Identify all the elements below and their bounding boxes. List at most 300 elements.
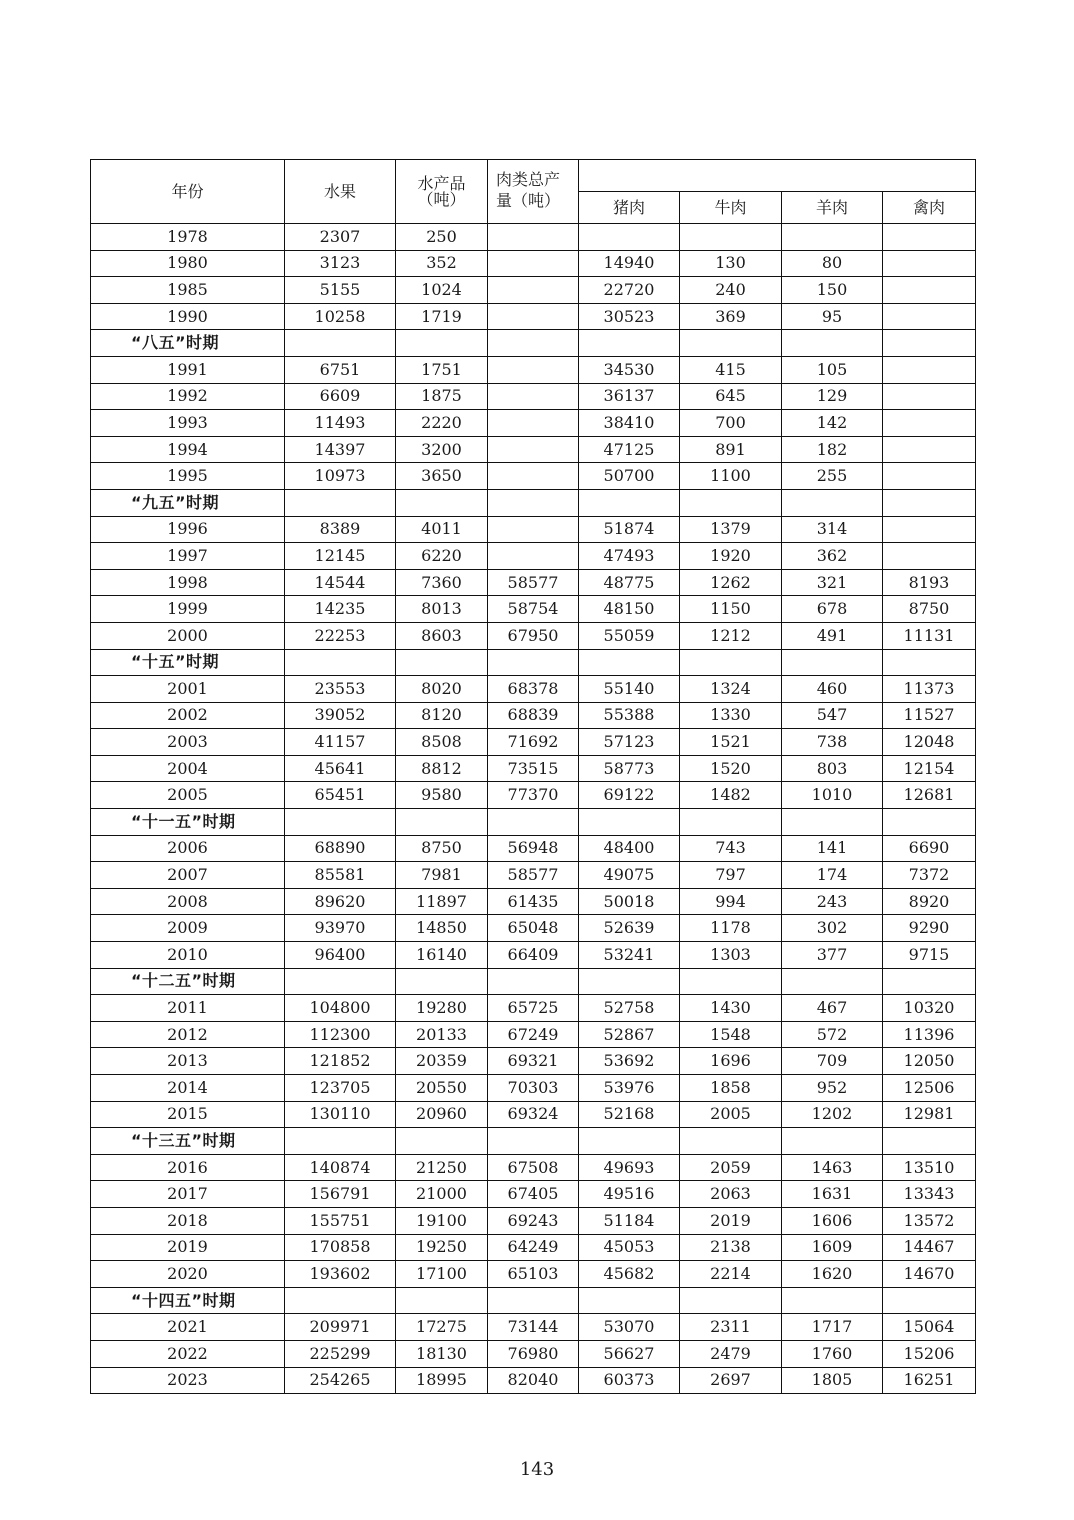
cell-beef: 2019 (680, 1207, 782, 1234)
cell-year: 1993 (91, 410, 285, 437)
cell-fruit (285, 1287, 396, 1314)
cell-fruit: 93970 (285, 915, 396, 942)
cell-aquatic (396, 649, 488, 676)
cell-poultry: 13343 (883, 1181, 976, 1208)
cell-beef: 1920 (680, 543, 782, 570)
cell-aquatic: 19250 (396, 1234, 488, 1261)
cell-aquatic (396, 1287, 488, 1314)
table-row (91, 888, 976, 915)
cell-aquatic: 352 (396, 250, 488, 277)
cell-mutton: 1010 (782, 782, 883, 809)
cell-aquatic: 8750 (396, 835, 488, 862)
cell-meat-total (488, 809, 579, 836)
cell-fruit: 193602 (285, 1261, 396, 1288)
cell-beef: 645 (680, 383, 782, 410)
cell-meat-total (488, 410, 579, 437)
cell-mutton: 547 (782, 702, 883, 729)
cell-fruit (285, 489, 396, 516)
cell-beef: 1520 (680, 755, 782, 782)
cell-fruit: 156791 (285, 1181, 396, 1208)
cell-meat-total (488, 489, 579, 516)
cell-fruit: 11493 (285, 410, 396, 437)
cell-meat-total: 69321 (488, 1048, 579, 1075)
cell-meat-total: 73144 (488, 1314, 579, 1341)
cell-pork: 50018 (579, 888, 680, 915)
header-year: 年份 (91, 160, 285, 224)
cell-pork: 47125 (579, 436, 680, 463)
cell-meat-total (488, 463, 579, 490)
period-label: “九五”时期 (91, 489, 285, 516)
cell-fruit: 45641 (285, 755, 396, 782)
table-row (91, 1101, 976, 1128)
table-row (91, 1181, 976, 1208)
cell-poultry: 12048 (883, 729, 976, 756)
period-label: “十五”时期 (91, 649, 285, 676)
table-row (91, 383, 976, 410)
cell-poultry: 8193 (883, 569, 976, 596)
cell-meat-total (488, 1287, 579, 1314)
cell-fruit (285, 809, 396, 836)
cell-aquatic: 11897 (396, 888, 488, 915)
table-row (91, 702, 976, 729)
table-row (91, 250, 976, 277)
cell-beef: 2697 (680, 1367, 782, 1394)
cell-year: 2021 (91, 1314, 285, 1341)
cell-fruit: 22253 (285, 622, 396, 649)
cell-poultry (883, 410, 976, 437)
table-body (91, 224, 976, 1394)
cell-mutton: 174 (782, 862, 883, 889)
cell-beef: 1100 (680, 463, 782, 490)
cell-mutton: 1606 (782, 1207, 883, 1234)
cell-pork: 55140 (579, 676, 680, 703)
cell-year: 2016 (91, 1154, 285, 1181)
header-aquatic-unit: （吨） (417, 189, 466, 209)
cell-beef: 891 (680, 436, 782, 463)
cell-fruit: 155751 (285, 1207, 396, 1234)
cell-aquatic: 17275 (396, 1314, 488, 1341)
cell-beef: 1324 (680, 676, 782, 703)
cell-fruit: 89620 (285, 888, 396, 915)
cell-beef: 1430 (680, 995, 782, 1022)
cell-aquatic: 20359 (396, 1048, 488, 1075)
cell-pork: 34530 (579, 356, 680, 383)
cell-beef: 1379 (680, 516, 782, 543)
cell-year: 1997 (91, 543, 285, 570)
cell-fruit: 41157 (285, 729, 396, 756)
cell-year: 2019 (91, 1234, 285, 1261)
cell-fruit (285, 968, 396, 995)
cell-pork (579, 809, 680, 836)
cell-year: 2001 (91, 676, 285, 703)
cell-poultry (883, 383, 976, 410)
header-fruit: 水果 (285, 160, 396, 224)
table-row (91, 729, 976, 756)
cell-pork: 56627 (579, 1340, 680, 1367)
cell-mutton: 1631 (782, 1181, 883, 1208)
cell-meat-total: 64249 (488, 1234, 579, 1261)
cell-mutton (782, 1287, 883, 1314)
cell-pork: 53692 (579, 1048, 680, 1075)
header-aquatic-label: 水产品 (417, 173, 466, 193)
cell-meat-total: 67950 (488, 622, 579, 649)
cell-year: 1980 (91, 250, 285, 277)
cell-fruit: 225299 (285, 1340, 396, 1367)
cell-mutton (782, 649, 883, 676)
cell-fruit: 104800 (285, 995, 396, 1022)
cell-fruit: 14235 (285, 596, 396, 623)
cell-mutton: 467 (782, 995, 883, 1022)
cell-meat-total (488, 330, 579, 357)
table-row (91, 676, 976, 703)
cell-aquatic: 8508 (396, 729, 488, 756)
cell-beef: 2214 (680, 1261, 782, 1288)
cell-pork (579, 968, 680, 995)
cell-year: 2003 (91, 729, 285, 756)
cell-mutton: 314 (782, 516, 883, 543)
cell-fruit: 68890 (285, 835, 396, 862)
cell-poultry (883, 516, 976, 543)
cell-pork: 45053 (579, 1234, 680, 1261)
cell-aquatic: 19100 (396, 1207, 488, 1234)
cell-meat-total: 65103 (488, 1261, 579, 1288)
cell-meat-total (488, 649, 579, 676)
cell-poultry (883, 1128, 976, 1155)
cell-beef: 2138 (680, 1234, 782, 1261)
table-row (91, 995, 976, 1022)
cell-aquatic: 14850 (396, 915, 488, 942)
cell-beef: 2005 (680, 1101, 782, 1128)
cell-aquatic: 19280 (396, 995, 488, 1022)
period-row (91, 1287, 976, 1314)
table-row (91, 436, 976, 463)
cell-pork: 48150 (579, 596, 680, 623)
cell-poultry (883, 277, 976, 304)
cell-poultry: 8920 (883, 888, 976, 915)
cell-fruit: 254265 (285, 1367, 396, 1394)
cell-pork (579, 1128, 680, 1155)
cell-meat-total (488, 356, 579, 383)
cell-aquatic: 16140 (396, 942, 488, 969)
cell-meat-total: 70303 (488, 1075, 579, 1102)
table-row (91, 755, 976, 782)
cell-aquatic: 7360 (396, 569, 488, 596)
cell-poultry: 14670 (883, 1261, 976, 1288)
cell-pork: 51874 (579, 516, 680, 543)
cell-fruit: 23553 (285, 676, 396, 703)
table-row (91, 224, 976, 251)
cell-beef: 1548 (680, 1021, 782, 1048)
cell-meat-total (488, 303, 579, 330)
cell-year: 1994 (91, 436, 285, 463)
cell-fruit (285, 1128, 396, 1155)
cell-meat-total (488, 250, 579, 277)
cell-meat-total: 77370 (488, 782, 579, 809)
cell-pork (579, 330, 680, 357)
cell-pork: 69122 (579, 782, 680, 809)
cell-poultry (883, 356, 976, 383)
cell-pork: 50700 (579, 463, 680, 490)
cell-mutton: 803 (782, 755, 883, 782)
cell-mutton: 182 (782, 436, 883, 463)
cell-meat-total: 67249 (488, 1021, 579, 1048)
cell-pork (579, 489, 680, 516)
cell-aquatic: 21250 (396, 1154, 488, 1181)
cell-year: 1999 (91, 596, 285, 623)
cell-meat-total: 58577 (488, 569, 579, 596)
cell-meat-total: 66409 (488, 942, 579, 969)
cell-pork: 49693 (579, 1154, 680, 1181)
cell-year: 2009 (91, 915, 285, 942)
cell-aquatic (396, 809, 488, 836)
cell-poultry (883, 303, 976, 330)
period-row (91, 330, 976, 357)
cell-poultry (883, 543, 976, 570)
table-row (91, 1314, 976, 1341)
cell-pork: 53070 (579, 1314, 680, 1341)
cell-meat-total (488, 1128, 579, 1155)
cell-aquatic: 1875 (396, 383, 488, 410)
cell-poultry: 11373 (883, 676, 976, 703)
cell-poultry: 12050 (883, 1048, 976, 1075)
cell-year: 2006 (91, 835, 285, 862)
cell-beef (680, 489, 782, 516)
cell-mutton: 302 (782, 915, 883, 942)
cell-mutton: 952 (782, 1075, 883, 1102)
cell-beef: 1858 (680, 1075, 782, 1102)
header-pork: 猪肉 (579, 192, 680, 224)
cell-year: 1992 (91, 383, 285, 410)
cell-year: 2007 (91, 862, 285, 889)
period-label: “十四五”时期 (91, 1287, 285, 1314)
cell-poultry: 8750 (883, 596, 976, 623)
cell-mutton (782, 968, 883, 995)
table-row (91, 862, 976, 889)
cell-beef (680, 968, 782, 995)
cell-fruit: 130110 (285, 1101, 396, 1128)
header-meat-total-label: 肉类总产 (496, 170, 561, 189)
cell-mutton: 141 (782, 835, 883, 862)
cell-pork: 47493 (579, 543, 680, 570)
cell-poultry (883, 809, 976, 836)
cell-pork: 14940 (579, 250, 680, 277)
period-row (91, 968, 976, 995)
cell-mutton: 255 (782, 463, 883, 490)
cell-beef: 415 (680, 356, 782, 383)
cell-poultry (883, 649, 976, 676)
cell-year: 2004 (91, 755, 285, 782)
table-row (91, 1234, 976, 1261)
header-aquatic (396, 160, 488, 224)
table-row (91, 622, 976, 649)
cell-pork (579, 224, 680, 251)
cell-year: 2023 (91, 1367, 285, 1394)
cell-aquatic: 1751 (396, 356, 488, 383)
cell-pork: 55388 (579, 702, 680, 729)
cell-beef: 1330 (680, 702, 782, 729)
cell-meat-total: 68378 (488, 676, 579, 703)
cell-poultry: 16251 (883, 1367, 976, 1394)
table-row (91, 516, 976, 543)
table-row (91, 782, 976, 809)
cell-meat-total (488, 516, 579, 543)
cell-aquatic: 17100 (396, 1261, 488, 1288)
table-row (91, 303, 976, 330)
cell-poultry (883, 1287, 976, 1314)
cell-poultry: 13510 (883, 1154, 976, 1181)
cell-pork: 49075 (579, 862, 680, 889)
page-number: 143 (519, 1459, 555, 1480)
cell-meat-total: 69243 (488, 1207, 579, 1234)
cell-pork: 57123 (579, 729, 680, 756)
cell-aquatic: 1024 (396, 277, 488, 304)
cell-poultry (883, 250, 976, 277)
cell-fruit: 170858 (285, 1234, 396, 1261)
cell-aquatic: 8013 (396, 596, 488, 623)
cell-fruit: 12145 (285, 543, 396, 570)
cell-year: 1990 (91, 303, 285, 330)
cell-mutton: 150 (782, 277, 883, 304)
cell-year: 2002 (91, 702, 285, 729)
cell-poultry (883, 436, 976, 463)
cell-poultry: 11396 (883, 1021, 976, 1048)
cell-poultry: 12506 (883, 1075, 976, 1102)
cell-poultry: 12681 (883, 782, 976, 809)
cell-meat-total: 65725 (488, 995, 579, 1022)
cell-pork: 52639 (579, 915, 680, 942)
cell-beef: 2311 (680, 1314, 782, 1341)
cell-year: 1978 (91, 224, 285, 251)
period-label: “八五”时期 (91, 330, 285, 357)
table-row (91, 1154, 976, 1181)
cell-mutton: 1463 (782, 1154, 883, 1181)
cell-year: 2014 (91, 1075, 285, 1102)
cell-aquatic: 3200 (396, 436, 488, 463)
cell-meat-total: 73515 (488, 755, 579, 782)
cell-meat-total: 56948 (488, 835, 579, 862)
cell-year: 2010 (91, 942, 285, 969)
cell-beef: 743 (680, 835, 782, 862)
cell-poultry: 9290 (883, 915, 976, 942)
cell-mutton: 321 (782, 569, 883, 596)
cell-meat-total (488, 383, 579, 410)
cell-aquatic: 20133 (396, 1021, 488, 1048)
table-row (91, 569, 976, 596)
cell-poultry: 12981 (883, 1101, 976, 1128)
cell-year: 2000 (91, 622, 285, 649)
cell-poultry: 15064 (883, 1314, 976, 1341)
cell-pork: 38410 (579, 410, 680, 437)
cell-mutton: 1717 (782, 1314, 883, 1341)
cell-meat-total (488, 436, 579, 463)
cell-year: 1995 (91, 463, 285, 490)
table-row (91, 410, 976, 437)
cell-mutton: 738 (782, 729, 883, 756)
cell-poultry (883, 330, 976, 357)
table-row (91, 1075, 976, 1102)
header-meat-group (579, 160, 976, 192)
table-row (91, 1207, 976, 1234)
cell-meat-total: 69324 (488, 1101, 579, 1128)
cell-pork: 45682 (579, 1261, 680, 1288)
cell-mutton: 1805 (782, 1367, 883, 1394)
cell-aquatic: 8020 (396, 676, 488, 703)
cell-pork: 53241 (579, 942, 680, 969)
cell-mutton: 709 (782, 1048, 883, 1075)
cell-year: 2018 (91, 1207, 285, 1234)
cell-fruit: 85581 (285, 862, 396, 889)
cell-aquatic: 9580 (396, 782, 488, 809)
cell-aquatic: 250 (396, 224, 488, 251)
cell-meat-total: 68839 (488, 702, 579, 729)
cell-beef: 1262 (680, 569, 782, 596)
table-row (91, 596, 976, 623)
cell-poultry: 11527 (883, 702, 976, 729)
table-row (91, 277, 976, 304)
cell-aquatic: 1719 (396, 303, 488, 330)
cell-beef (680, 1287, 782, 1314)
cell-pork: 52168 (579, 1101, 680, 1128)
cell-aquatic: 8603 (396, 622, 488, 649)
cell-meat-total: 58577 (488, 862, 579, 889)
cell-beef: 1150 (680, 596, 782, 623)
cell-aquatic: 4011 (396, 516, 488, 543)
table-row (91, 356, 976, 383)
cell-year: 2011 (91, 995, 285, 1022)
cell-mutton: 678 (782, 596, 883, 623)
cell-beef: 1482 (680, 782, 782, 809)
cell-mutton: 362 (782, 543, 883, 570)
cell-mutton: 129 (782, 383, 883, 410)
cell-beef: 1178 (680, 915, 782, 942)
cell-fruit: 123705 (285, 1075, 396, 1102)
cell-meat-total: 71692 (488, 729, 579, 756)
cell-mutton: 1202 (782, 1101, 883, 1128)
cell-year: 1998 (91, 569, 285, 596)
period-row (91, 489, 976, 516)
cell-aquatic: 18995 (396, 1367, 488, 1394)
cell-fruit: 96400 (285, 942, 396, 969)
cell-beef: 994 (680, 888, 782, 915)
period-row (91, 1128, 976, 1155)
header-meat-total-unit: 量（吨） (496, 190, 561, 210)
table-row (91, 942, 976, 969)
table-row (91, 1367, 976, 1394)
cell-meat-total: 65048 (488, 915, 579, 942)
cell-pork: 51184 (579, 1207, 680, 1234)
cell-year: 2008 (91, 888, 285, 915)
cell-fruit: 209971 (285, 1314, 396, 1341)
cell-poultry: 14467 (883, 1234, 976, 1261)
cell-beef: 797 (680, 862, 782, 889)
cell-aquatic: 3650 (396, 463, 488, 490)
period-label: “十三五”时期 (91, 1128, 285, 1155)
cell-mutton: 243 (782, 888, 883, 915)
cell-mutton (782, 489, 883, 516)
cell-fruit: 5155 (285, 277, 396, 304)
cell-fruit: 39052 (285, 702, 396, 729)
cell-beef: 1212 (680, 622, 782, 649)
cell-pork: 48775 (579, 569, 680, 596)
cell-beef: 240 (680, 277, 782, 304)
statistics-table (90, 159, 976, 1394)
period-row (91, 649, 976, 676)
cell-meat-total: 61435 (488, 888, 579, 915)
cell-fruit: 112300 (285, 1021, 396, 1048)
cell-beef: 2059 (680, 1154, 782, 1181)
cell-beef: 2479 (680, 1340, 782, 1367)
cell-year: 2013 (91, 1048, 285, 1075)
